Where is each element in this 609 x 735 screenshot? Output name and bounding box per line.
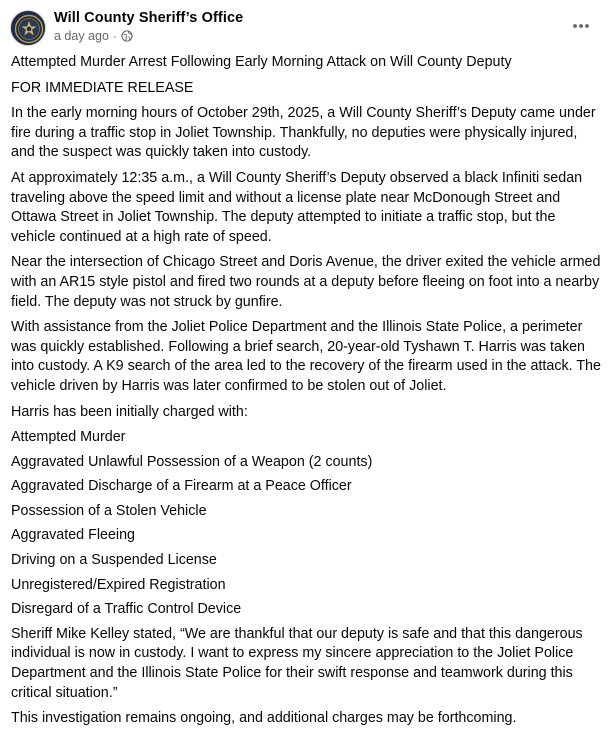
charge-item: Possession of a Stolen Vehicle xyxy=(11,502,207,519)
charge-item: Disregard of a Traffic Control Device xyxy=(11,601,242,618)
sheriff-badge-icon xyxy=(11,11,46,46)
charge-item: Aggravated Discharge of a Firearm at a Peace Officer xyxy=(11,478,352,495)
meta-separator: · xyxy=(112,29,117,43)
paragraph-traffic-stop: At approximately 12:35 a.m., a Will County Sheriff’s Deputy observed a black Infiniti sedan traveling above the speed limit and without a license plate near McDonough Street and Ottawa Street in Joliet Township. The deputy attempted to initiate a traffic stop, but the vehicle continued at a high rate of speed. xyxy=(11,169,583,245)
more-options-icon xyxy=(572,23,590,29)
page-name-link[interactable]: Will County Sheriff’s Office xyxy=(54,10,244,26)
charge-item: Aggravated Fleeing xyxy=(11,527,135,544)
paragraph-arrest: With assistance from the Joliet Police Department and the Illinois State Police, a perimeter was quickly established. Following a brief search, 20-year-old Tyshawn T. Harris was taken into custody. A K9 search of the area led to the recovery of the firearm used in the attack. The vehicle driven by Harris was later confirmed to be stolen out of Joliet. xyxy=(11,319,601,394)
post-timestamp[interactable]: a day ago xyxy=(54,29,109,43)
globe-icon xyxy=(121,30,133,42)
closing-statement: This investigation remains ongoing, and additional charges may be forthcoming. xyxy=(11,710,517,727)
release-label: FOR IMMEDIATE RELEASE xyxy=(11,79,194,96)
post-headline: Attempted Murder Arrest Following Early Morning Attack on Will County Deputy xyxy=(11,54,512,70)
avatar[interactable] xyxy=(10,10,46,46)
charge-item: Driving on a Suspended License xyxy=(11,552,217,569)
charge-item: Unregistered/Expired Registration xyxy=(11,576,226,593)
post-body xyxy=(11,53,601,735)
charge-item: Attempted Murder xyxy=(11,429,126,446)
post-meta xyxy=(54,29,133,43)
post-header xyxy=(10,10,599,50)
charge-item: Aggravated Unlawful Possession of a Weapon (2 counts) xyxy=(11,453,373,470)
more-options-button[interactable] xyxy=(567,16,595,36)
sheriff-quote: Sheriff Mike Kelley stated, “We are thankful that our deputy is safe and that this dangerous individual is now in custody. I want to express my sincere appreciation to the Joliet Police Department and the Illinois State Police for their swift response and teamwork during this critical situation.” xyxy=(11,625,583,701)
paragraph-intro: In the early morning hours of October 29th, 2025, a Will County Sheriff’s Deputy came under fire during a traffic stop in Joliet Township. Thankfully, no deputies were physically injured, and the suspect was quickly taken into custody. xyxy=(11,105,596,161)
paragraph-shooting: Near the intersection of Chicago Street and Doris Avenue, the driver exited the vehicle armed with an AR15 style pistol and fired two rounds at a deputy before fleeing on foot into a nearby field. The deputy was not struck by gunfire. xyxy=(11,254,601,310)
charges-intro: Harris has been initially charged with: xyxy=(11,403,248,420)
